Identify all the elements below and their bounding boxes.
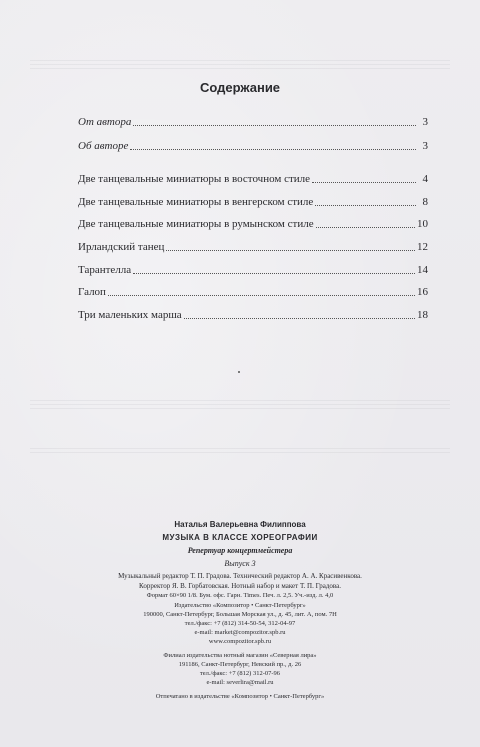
imprint-line: Отпечатано в издательстве «Композитор • Санкт-Петербург» <box>155 693 325 700</box>
toc-entry <box>78 261 428 277</box>
issue-number: Выпуск 3 <box>224 559 256 568</box>
toc-entry-label: Галоп <box>78 286 106 298</box>
show-through-staff-line <box>30 448 450 449</box>
toc-entry-page: 18 <box>417 309 428 321</box>
show-through-staff-line <box>30 452 450 453</box>
dot-leader <box>166 249 415 251</box>
show-through-staff-line <box>30 60 450 61</box>
dot-leader <box>316 226 415 228</box>
imprint-line: Формат 60×90 1/8. Бум. офс. Гарн. Times. Печ. л. 2,5. Уч.-изд. л. 4,0 <box>146 592 334 599</box>
imprint-line: Музыкальный редактор Т. П. Градова. Технический редактор А. А. Красивенкова. <box>118 572 362 580</box>
book-title: МУЗЫКА В КЛАССЕ ХОРЕОГРАФИИ <box>162 533 318 542</box>
dot-leader <box>133 272 415 274</box>
dot-leader <box>108 294 415 296</box>
toc-title: Содержание <box>199 80 281 95</box>
imprint-block <box>0 520 480 702</box>
printer-dot <box>238 371 240 373</box>
toc-entry-page: 14 <box>417 264 428 276</box>
book-subtitle: Репертуар концертмейстера <box>187 546 293 555</box>
show-through-staff-line <box>30 408 450 409</box>
author-name: Наталья Валерьевна Филиппова <box>174 520 306 529</box>
toc-entry <box>78 170 428 186</box>
toc-entry <box>78 137 428 153</box>
toc-entry <box>78 306 428 322</box>
dot-leader <box>133 124 416 126</box>
show-through-staff-line <box>30 68 450 69</box>
show-through-staff-line <box>30 64 450 65</box>
toc-entry-label: Две танцевальные миниатюры в восточном стиле <box>78 173 311 185</box>
toc-entry-page: 3 <box>422 116 428 128</box>
imprint-line: Корректор Я. В. Горбатовская. Нотный набор и макет Т. П. Градова. <box>139 582 341 590</box>
toc-entry-page: 3 <box>422 140 428 152</box>
imprint-line: www.compozitor.spb.ru <box>208 638 272 645</box>
show-through-staff-line <box>30 400 450 401</box>
dot-leader <box>184 317 415 319</box>
toc-entry-label: Ирландский танец <box>78 241 165 253</box>
toc-entry-label: Три маленьких марша <box>78 309 182 321</box>
toc-entry <box>78 238 428 254</box>
toc-entry-label: Две танцевальные миниатюры в венгерском стиле <box>78 196 314 208</box>
imprint-line: 190000, Санкт-Петербург, Большая Морская ул., д. 45, лит. А, пом. 7Н <box>143 611 337 618</box>
dot-leader <box>315 204 416 206</box>
imprint-line: тел./факс: +7 (812) 312-07-96 <box>199 670 281 677</box>
toc-entry-label: Тарантелла <box>78 264 132 276</box>
toc-entry-label: Об авторе <box>78 140 129 152</box>
toc-entry-page: 8 <box>422 196 428 208</box>
toc-entry <box>78 215 428 231</box>
toc-entry-page: 12 <box>417 241 428 253</box>
toc-entry <box>78 283 428 299</box>
imprint-line: тел./факс: +7 (812) 314-50-54, 312-04-97 <box>184 620 296 627</box>
dot-leader <box>312 181 416 183</box>
toc-entry-label: От автора <box>78 116 132 128</box>
dot-leader <box>130 148 416 150</box>
toc-entry-page: 10 <box>417 218 428 230</box>
toc-entry-label: Две танцевальные миниатюры в румынском стиле <box>78 218 314 230</box>
toc-entry-page: 4 <box>422 173 428 185</box>
imprint-line: Филиал издательства нотный магазин «Северная лира» <box>163 652 317 659</box>
toc-entry <box>78 193 428 209</box>
show-through-staff-line <box>30 404 450 405</box>
toc-entry-page: 16 <box>417 286 428 298</box>
imprint-line: e-mail: severlira@mail.ru <box>206 679 274 686</box>
imprint-line: 191186, Санкт-Петербург, Невский пр., д. 26 <box>178 661 302 668</box>
toc-entry <box>78 113 428 129</box>
imprint-line: e-mail: market@compozitor.spb.ru <box>194 629 286 636</box>
imprint-line: Издательство «Композитор • Санкт-Петербург» <box>174 602 306 609</box>
